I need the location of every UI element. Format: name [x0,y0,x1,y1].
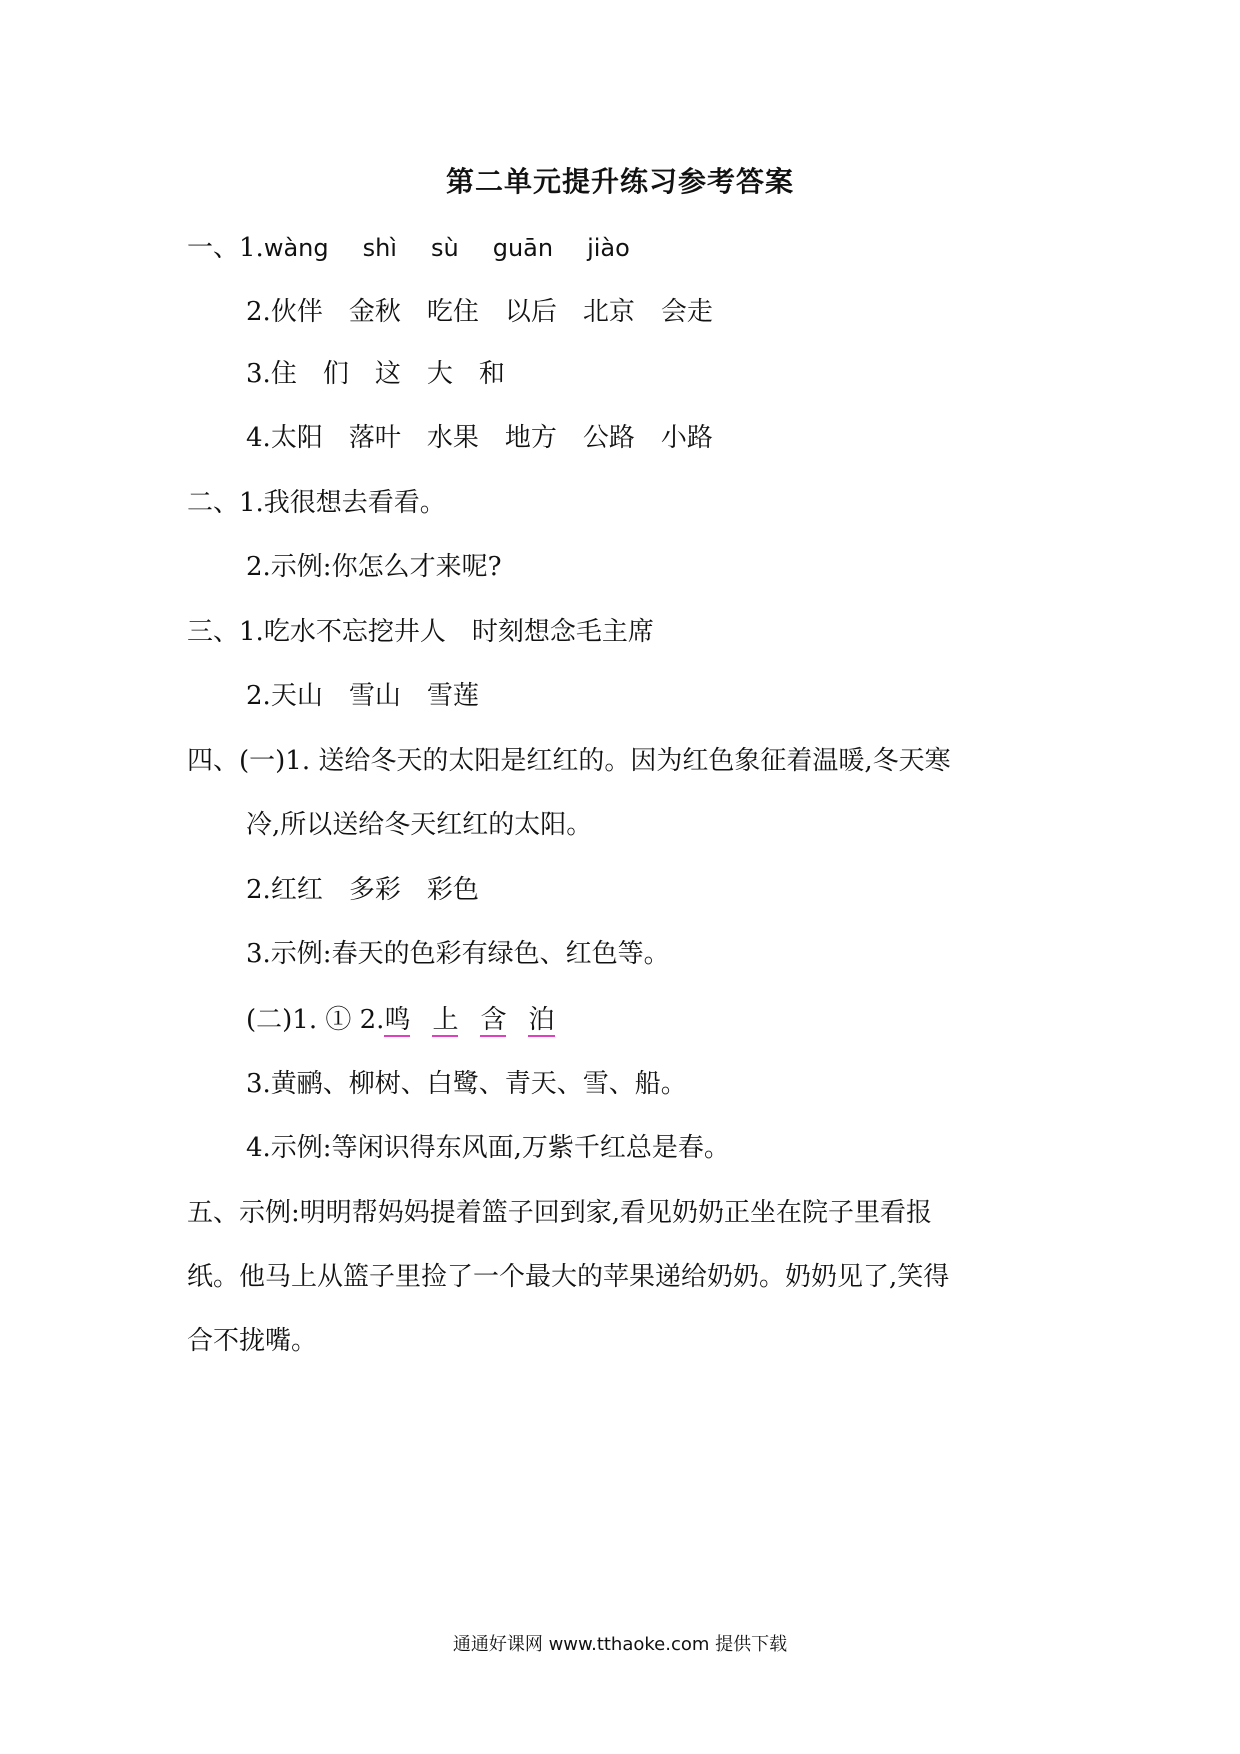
q4-s2 [246,1000,577,1040]
q5-line2: 纸。他马上从篮子里捡了一个最大的苹果递给奶奶。奶奶见了,笑得 [187,1262,950,1292]
answer-label: 2. [246,681,271,711]
underlined-char: 上 [432,1005,459,1035]
q2-line2: 2.示例:你怎么才来呢? [246,552,502,582]
answer-phrase: 时刻想念毛主席 [471,617,654,647]
underlined-char: 鸣 [384,1005,411,1035]
answer-label: 2. [246,875,271,905]
page-title: 第二单元提升练习参考答案 [445,165,794,198]
answer-phrase: 吃水不忘挖井人 [263,617,446,647]
answer-word: 雪莲 [426,681,479,711]
answer-label: 2. [246,297,271,327]
answer-word: 伙伴 [270,297,323,327]
answer-word: 住 [270,359,297,389]
answer-word: 太阳 [270,423,323,453]
answer-word: 多彩 [348,875,401,905]
pinyin-answers [264,234,664,262]
answer-word: 彩色 [426,875,479,905]
q4-s3: 3.黄鹂、柳树、白鹭、青天、雪、船。 [246,1069,687,1099]
answer-word: 和 [478,359,505,389]
q2-line1: 二、1.我很想去看看。 [187,488,446,518]
q4-s2-label: (二)1. ① 2. [246,1005,385,1035]
answer-word: 这 [374,359,401,389]
answer-word: 们 [322,359,349,389]
answer-word: 落叶 [348,423,401,453]
answer-word: 红红 [270,875,323,905]
pinyin-item: shì [362,234,397,262]
q4-p1-line1: 四、(一)1. 送给冬天的太阳是红红的。因为红色象征着温暖,冬天寒 [187,746,951,776]
q4-p3: 3.示例:春天的色彩有绿色、红色等。 [246,939,670,969]
q3-line1 [187,612,680,652]
answer-word: 地方 [504,423,557,453]
footer-text: 通通好课网 www.tthaoke.com 提供下载 [452,1634,788,1655]
answer-word: 北京 [582,297,635,327]
q1-line1 [187,228,664,268]
answer-word: 以后 [504,297,557,327]
answer-word: 雪山 [348,681,401,711]
q1-label: 一、1. [187,233,264,263]
q1-line2 [246,292,739,332]
q5-line1: 五、示例:明明帮妈妈提着篮子回到家,看见奶奶正坐在院子里看报 [187,1198,933,1228]
answer-word: 公路 [582,423,635,453]
q3-line2 [246,676,505,716]
answer-word: 会走 [660,297,713,327]
answer-word: 大 [426,359,453,389]
answer-word: 小路 [660,423,713,453]
answer-word: 天山 [270,681,323,711]
q1-line3 [246,354,531,394]
pinyin-item: wàng [263,234,329,262]
q4-p1-line2: 冷,所以送给冬天红红的太阳。 [246,810,593,840]
answer-label: 4. [246,423,271,453]
pinyin-item: guān [492,234,554,262]
q1-line4 [246,418,739,458]
answer-word: 金秋 [348,297,401,327]
underlined-char: 含 [480,1005,507,1035]
underlined-char: 泊 [528,1005,555,1035]
pinyin-item: jiào [587,234,630,262]
pinyin-item: sù [430,234,459,262]
answer-label: 3. [246,359,271,389]
q5-line3: 合不拢嘴。 [187,1326,318,1356]
q3-label: 三、1. [187,617,264,647]
answer-word: 吃住 [426,297,479,327]
q4-p2 [246,870,505,910]
q4-s4: 4.示例:等闲识得东风面,万紫千红总是春。 [246,1133,730,1163]
answer-word: 水果 [426,423,479,453]
